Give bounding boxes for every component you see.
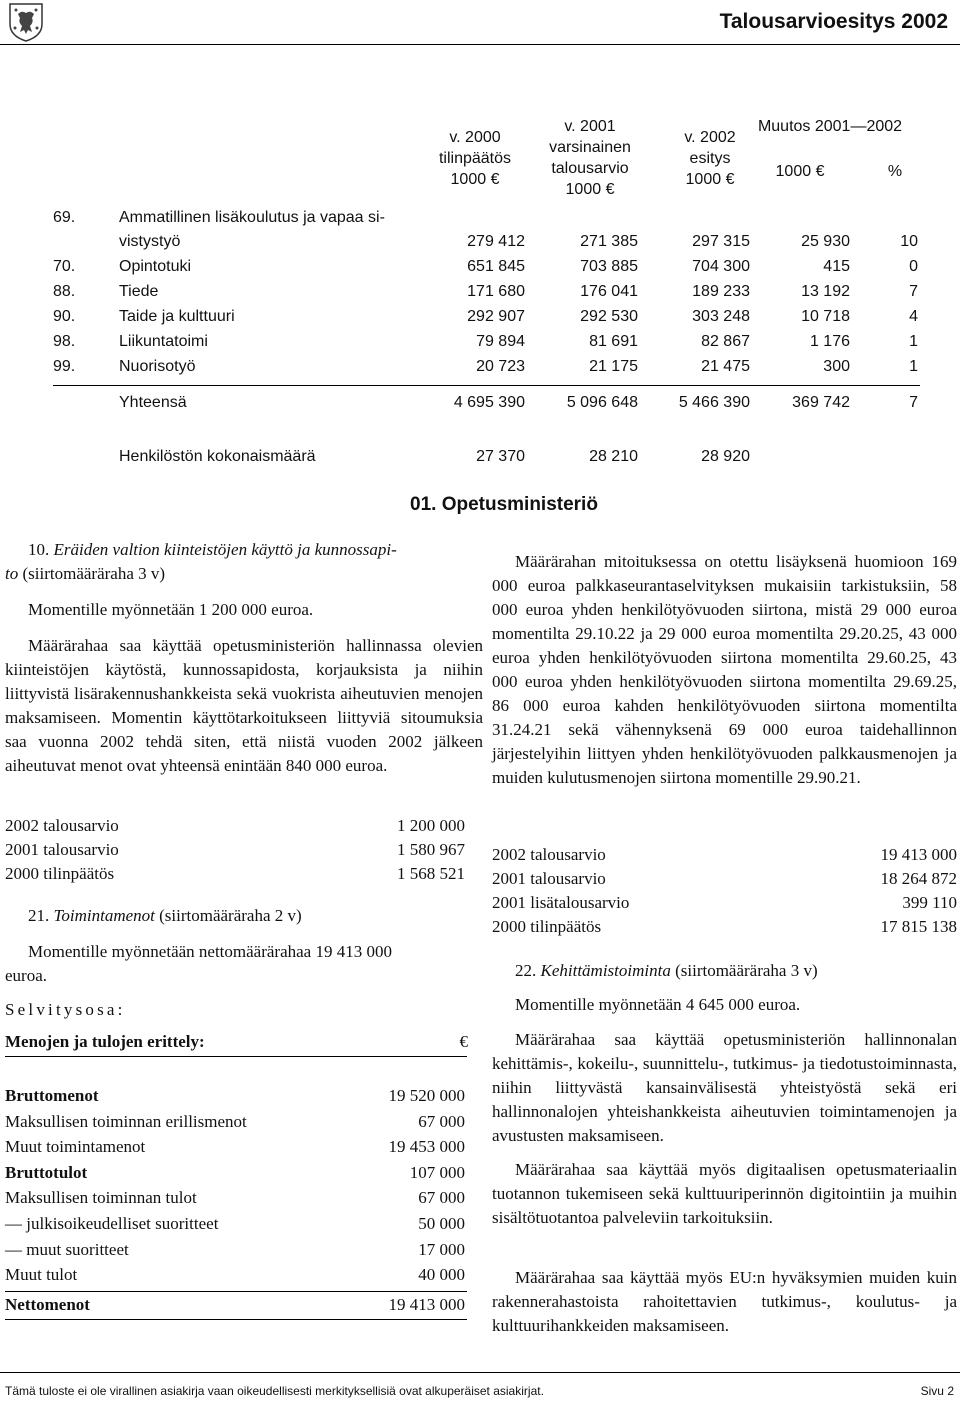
cell-pct: 0 (909, 258, 918, 275)
row-number: 69. (53, 209, 76, 226)
cell-v2000: 651 845 (467, 258, 525, 275)
m21-name: Toimintamenot (53, 906, 155, 925)
cell-v2000: 279 412 (467, 233, 525, 250)
staff-label: Henkilöstön kokonaismäärä (119, 448, 316, 465)
cell-v2000: 171 680 (467, 283, 525, 300)
cell-diff: 10 718 (801, 308, 850, 325)
row-name: Nuorisotyö (119, 358, 196, 375)
row-name: Tiede (119, 283, 159, 300)
m10-type: (siirtomääräraha 3 v) (22, 564, 166, 583)
cell-pct: 4 (909, 308, 918, 325)
breakdown-label: Muut tulot (5, 1265, 78, 1285)
summary-value: 1 568 521 (397, 864, 465, 883)
cell-v2001: 176 041 (580, 283, 638, 300)
summary-value: 1 200 000 (397, 816, 465, 835)
cell-pct: 10 (900, 233, 918, 250)
breakdown-label: — muut suoritteet (5, 1239, 129, 1259)
lion-coat-of-arms-icon (4, 2, 48, 42)
summary-value: 17 815 138 (880, 917, 957, 936)
summary-label: 2001 talousarvio (5, 840, 119, 859)
cell-diff: 13 192 (801, 283, 850, 300)
m10-grant: Momentille myönnetään 1 200 000 euroa. (28, 600, 314, 619)
breakdown-value: 107 000 (409, 1162, 465, 1182)
cell-v2002: 82 867 (701, 333, 750, 350)
breakdown-value: 67 000 (418, 1111, 465, 1131)
cell-v2001: 292 530 (580, 308, 638, 325)
cell-v2002: 189 233 (692, 283, 750, 300)
summary-label: 2002 talousarvio (5, 816, 119, 835)
right-paragraph-1: Määrärahan mitoituksessa on otettu lisäyksenä huomioon 169 000 euroa palkkaseurantaselvityksen mukaisiin tarkistuksiin, 58 000 euroa yhden henkilötyövuoden siirtona, mistä 29 000 euroa momentilta 29.10.22 ja 29 000 euroa momentilta 29.20.25, 43 000 euroa yhden henkilötyövuoden siirtona momentilta 29.60.25, 43 000 euroa yhden henkilötyövuoden siirtona momentilta 29.69.25, 86 000 euroa kahden henkilötyövuoden siirtona momentilta 31.24.21 sekä vähennyksenä 69 000 euroa taidehallinnon järjestelyihin liittyen yhden henkilötyövuoden palkkausmenojen ja muiden kulutusmenojen siirtona momentille 29.90.21. (492, 552, 957, 787)
cell-v2002: 704 300 (692, 258, 750, 275)
header-divider (0, 44, 960, 45)
cell-diff: 25 930 (801, 233, 850, 250)
row-number: 98. (53, 333, 76, 350)
cell-v2000: 79 894 (476, 333, 525, 350)
m21-grant-a: Momentille myönnetään nettomäärärahaa 19 413 000 (28, 942, 392, 961)
total-rule (53, 385, 920, 386)
cell-diff: 300 (823, 358, 850, 375)
m21-number: 21. (28, 906, 50, 925)
m22-name: Kehittämistoiminta (540, 961, 671, 980)
total-pct: 7 (909, 394, 918, 411)
cell-v2002: 21 475 (701, 358, 750, 375)
breakdown-label: Bruttomenot (5, 1086, 99, 1105)
row-name: Ammatillinen lisäkoulutus ja vapaa si- (119, 209, 385, 226)
summary-label: 2001 lisätalousarvio (492, 893, 630, 912)
m21-type: (siirtomääräraha 2 v) (159, 906, 302, 925)
document-title: Talousarvioesitys 2002 (719, 10, 948, 33)
total-label: Yhteensä (119, 394, 187, 411)
breakdown-value: 50 000 (418, 1214, 465, 1233)
col-header-2001: v. 2001 varsinainen talousarvio 1000 € (549, 118, 631, 198)
net-label: Nettomenot (5, 1295, 90, 1314)
m10-number: 10. (28, 540, 50, 559)
footer-disclaimer: Tämä tuloste ei ole virallinen asiakirja vaan oikeudellisesti merkityksellisiä ovat alkuperäiset asiakirjat. (5, 1384, 544, 1398)
breakdown-value: 40 000 (418, 1265, 465, 1285)
summary-value: 1 580 967 (397, 840, 465, 859)
row-number: 99. (53, 358, 76, 375)
breakdown-value: 67 000 (418, 1188, 465, 1208)
m22-type: (siirtomääräraha 3 v) (675, 961, 818, 980)
right-paragraph-3: Määrärahaa saa käyttää myös digitaalisen opetusmateriaalin tuotannon tukemiseen sekä kulttuuriperinnön digitointiin ja muihin sisältötuotantoa palveleviin tarkoituksiin. (492, 1160, 957, 1227)
page-number: Sivu 2 (920, 1384, 954, 1398)
cell-pct: 1 (909, 358, 918, 375)
row-number: 90. (53, 308, 76, 325)
cell-v2000: 292 907 (467, 308, 525, 325)
breakdown-value: 19 453 000 (388, 1137, 465, 1157)
selvitysosa-label: Selvitysosa: (5, 1000, 126, 1019)
net-value: 19 413 000 (388, 1295, 465, 1314)
footer-divider (0, 1372, 960, 1373)
breakdown-unit: € (459, 1032, 468, 1051)
summary-label: 2001 talousarvio (492, 869, 606, 888)
m10-paragraph: Määrärahaa saa käyttää opetusministeriön hallinnassa olevien kiinteistöjen käytöstä, kunnossapidosta, korjauksista ja niihin liittyvistä lisärakennushankkeista sekä vuokrista aiheutuvien menojen maksamiseen. Momentin käyttötarkoitukseen liittyviä sitoumuksia saa vuonna 2002 tehdä siten, että niistä vuoden 2002 jälkeen aiheutuvat menot ovat yhteensä enintään 840 000 euroa. (5, 636, 483, 775)
breakdown-rule (5, 1056, 467, 1057)
breakdown-label: Bruttotulot (5, 1162, 88, 1182)
m10-title-b: to (5, 564, 19, 583)
total-v2002: 5 466 390 (678, 394, 750, 411)
col-header-muutos-eur: 1000 € (775, 163, 825, 180)
summary-value: 19 413 000 (880, 845, 957, 864)
col-header-2002: v. 2002 esitys 1000 € (684, 129, 736, 188)
m21-title (28, 904, 483, 928)
staff-v2002: 28 920 (701, 448, 750, 465)
cell-diff: 1 176 (809, 333, 850, 350)
m10-title (28, 538, 483, 562)
cell-v2001: 271 385 (580, 233, 638, 250)
breakdown-label: — julkisoikeudelliset suoritteet (5, 1214, 219, 1233)
staff-v2000: 27 370 (476, 448, 525, 465)
breakdown-value: 19 520 000 (388, 1086, 465, 1105)
m10-title-a: Eräiden valtion kiinteistöjen käyttö ja kunnossapi- (53, 540, 397, 559)
m22-grant: Momentille myönnetään 4 645 000 euroa. (515, 995, 801, 1014)
summary-value: 18 264 872 (880, 869, 957, 888)
row-name: Opintotuki (119, 258, 192, 275)
total-v2001: 5 096 648 (566, 394, 638, 411)
breakdown-title: Menojen ja tulojen erittely: (5, 1032, 205, 1051)
row-name-cont: vistystyö (119, 233, 181, 250)
m10-title-cont (5, 562, 483, 586)
section-title: 01. Opetusministeriö (410, 494, 598, 515)
right-paragraph-2: Määrärahaa saa käyttää opetusministeriön hallinnonalan kehittämis-, kokeilu-, suunnittelu-, tutkimus- ja tiedotustoiminnasta, niihin liittyvästä kansainvälisestä yhteistyöstä sekä eri hallinnonalojen yhteishankkeista aiheutuvien toimintamenojen ja avustusten maksamiseen. (492, 1030, 957, 1145)
breakdown-value: 17 000 (418, 1239, 465, 1259)
cell-v2000: 20 723 (476, 358, 525, 375)
col-header-muutos: Muutos 2001—2002 (757, 118, 903, 135)
net-rule-bottom (5, 1319, 467, 1320)
cell-v2002: 297 315 (692, 233, 750, 250)
summary-label: 2000 tilinpäätös (5, 864, 115, 883)
row-number: 88. (53, 283, 76, 300)
row-name: Taide ja kulttuuri (119, 308, 235, 325)
summary-label: 2000 tilinpäätös (492, 917, 602, 936)
summary-label: 2002 talousarvio (492, 845, 606, 864)
total-diff: 369 742 (792, 394, 850, 411)
m22-title (515, 959, 955, 983)
breakdown-label: Maksullisen toiminnan tulot (5, 1188, 197, 1208)
cell-v2002: 303 248 (692, 308, 750, 325)
cell-pct: 1 (909, 333, 918, 350)
staff-v2001: 28 210 (589, 448, 638, 465)
net-rule-top (5, 1291, 467, 1292)
m22-number: 22. (515, 961, 537, 980)
col-header-muutos-pct: % (887, 163, 903, 180)
row-name: Liikuntatoimi (119, 333, 208, 350)
total-v2000: 4 695 390 (453, 394, 525, 411)
right-paragraph-4: Määrärahaa saa käyttää myös EU:n hyväksymien muiden kuin rakennerahastoista rahoitettavien tutkimus-, koulutus- ja kulttuurihankkeiden maksamiseen. (492, 1268, 957, 1335)
breakdown-label: Muut toimintamenot (5, 1137, 146, 1157)
cell-v2001: 21 175 (589, 358, 638, 375)
m21-grant-b: euroa. (5, 966, 48, 985)
cell-pct: 7 (909, 283, 918, 300)
cell-v2001: 81 691 (589, 333, 638, 350)
cell-diff: 415 (823, 258, 850, 275)
col-header-2000: v. 2000 tilinpäätös 1000 € (438, 129, 512, 188)
summary-value: 399 110 (902, 893, 957, 912)
cell-v2001: 703 885 (580, 258, 638, 275)
breakdown-label: Maksullisen toiminnan erillismenot (5, 1111, 247, 1131)
row-number: 70. (53, 258, 76, 275)
